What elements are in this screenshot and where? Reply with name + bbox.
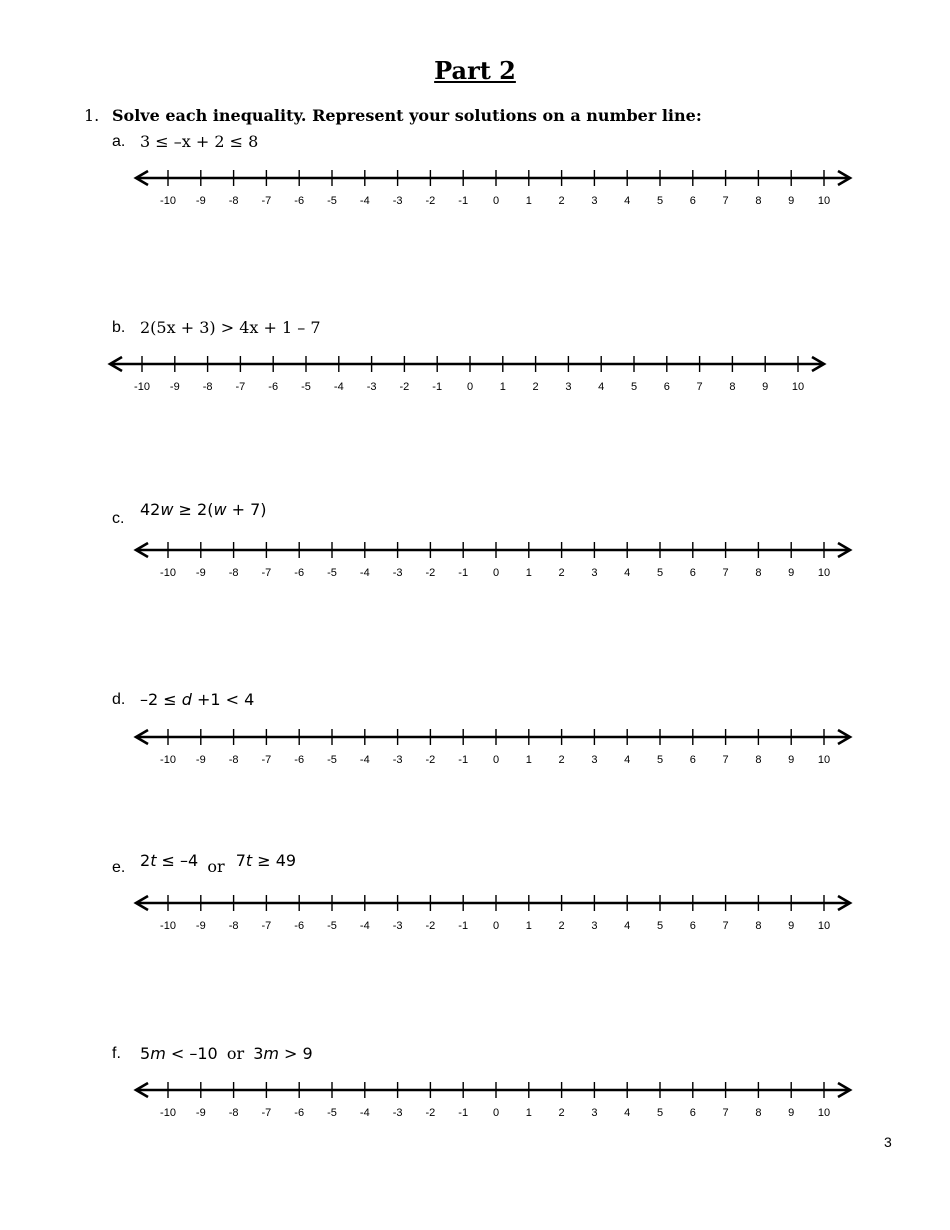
number-line-a-tick-label: 10 <box>817 195 831 207</box>
number-line-e-tick-label: 5 <box>656 920 664 932</box>
number-line-d-tick-label: -7 <box>261 754 272 766</box>
question-instructions: Solve each inequality. Represent your solutions on a number line: <box>112 106 702 125</box>
page-title: Part 2 <box>434 56 516 85</box>
number-line-b-tick-label: -9 <box>169 381 180 393</box>
number-line-d-tick-label: -3 <box>392 754 403 766</box>
number-line-d-tick-label: -6 <box>294 754 305 766</box>
number-line-d-tick-label: 1 <box>525 754 532 766</box>
number-line-d-tick-label: 7 <box>722 754 729 766</box>
number-line-e-tick-label: 3 <box>591 920 598 932</box>
problem-c-relation: ≥ 2( <box>173 500 214 519</box>
number-line-b-tick-label: 0 <box>466 381 474 393</box>
number-line-a-tick-label: -3 <box>392 195 403 207</box>
number-line-a-tick-label: 6 <box>689 195 696 207</box>
number-line-e-tick-label: -4 <box>359 920 370 932</box>
number-line-c-tick-label: 5 <box>656 567 664 579</box>
number-line-d-tick-label: -4 <box>359 754 370 766</box>
number-line-e-tick-label: -6 <box>294 920 305 932</box>
problem-b-label: b. <box>112 319 126 336</box>
number-line-f-tick-label: -3 <box>392 1107 403 1119</box>
page-number: 3 <box>884 1134 892 1150</box>
number-line-c-tick-label: -9 <box>195 567 206 579</box>
number-line-f-tick-label: -4 <box>359 1107 370 1119</box>
problem-e-or: or <box>207 857 225 876</box>
number-line-c[interactable] <box>130 536 870 582</box>
number-line-d-tick-label: -8 <box>228 754 239 766</box>
number-line-b-tick-label: 3 <box>565 381 572 393</box>
problem-f-or: or <box>226 1044 245 1063</box>
number-line-f-tick-label: 1 <box>525 1107 532 1119</box>
number-line-f-tick-label: 7 <box>722 1107 729 1119</box>
number-line-c-tick-label: 7 <box>722 567 729 579</box>
number-line-f[interactable] <box>130 1076 870 1122</box>
problem-d-right: +1 < 4 <box>191 690 255 709</box>
number-line-e-tick-label: 7 <box>722 920 729 932</box>
number-line-b-tick-label: 10 <box>791 381 805 393</box>
problem-f-coefficient-1: 5 <box>140 1044 151 1063</box>
number-line-e-tick-label: 6 <box>689 920 696 932</box>
number-line-f-tick-label: 10 <box>817 1107 831 1119</box>
problem-c-tail: + 7) <box>226 500 267 519</box>
number-line-e-tick-label: 10 <box>817 920 831 932</box>
problem-b-inequality <box>140 318 321 337</box>
problem-e-coefficient-2: 7 <box>235 851 246 870</box>
number-line-d[interactable] <box>130 723 870 769</box>
problem-e-relation-2: ≥ 49 <box>252 851 297 870</box>
number-line-d-tick-label: 8 <box>755 754 762 766</box>
number-line-a-tick-label: -5 <box>327 195 337 207</box>
number-line-f-tick-label: 3 <box>591 1107 598 1119</box>
number-line-c-tick-label: 4 <box>624 567 631 579</box>
number-line-c-tick-label: -2 <box>425 567 436 579</box>
number-line-d-tick-label: -5 <box>327 754 337 766</box>
number-line-f-tick-label: -10 <box>160 1107 176 1119</box>
number-line-a-tick-label: -10 <box>160 195 176 207</box>
number-line-d-tick-label: 10 <box>817 754 831 766</box>
number-line-c-tick-label: -8 <box>228 567 239 579</box>
number-line-b-tick-label: -4 <box>333 381 344 393</box>
problem-f-coefficient-2: 3 <box>253 1044 264 1063</box>
number-line-b-tick-label: 4 <box>598 381 605 393</box>
problem-c-variable-2: w <box>213 500 227 519</box>
number-line-b-tick-label: 2 <box>532 381 539 393</box>
number-line-a-tick-label: 5 <box>656 195 664 207</box>
number-line-a-tick-label: -9 <box>195 195 206 207</box>
number-line-b-tick-label: -6 <box>268 381 279 393</box>
number-line-d-tick-label: -2 <box>425 754 436 766</box>
number-line-e-tick-label: -9 <box>195 920 206 932</box>
number-line-a[interactable] <box>130 164 870 210</box>
number-line-f-tick-label: -7 <box>261 1107 272 1119</box>
problem-f-inequality <box>140 1044 313 1063</box>
number-line-d-tick-label: -10 <box>160 754 176 766</box>
number-line-b-tick-label: 8 <box>729 381 736 393</box>
problem-b-expression: 2(5x + 3) > 4x + 1 – 7 <box>140 318 321 337</box>
problem-f-variable-1: m <box>150 1044 166 1063</box>
number-line-c-tick-label: -5 <box>327 567 337 579</box>
number-line-a-tick-label: -4 <box>359 195 370 207</box>
number-line-b-tick-label: -5 <box>301 381 311 393</box>
number-line-f-tick-label: -6 <box>294 1107 305 1119</box>
number-line-b-tick-label: 7 <box>696 381 703 393</box>
number-line-c-tick-label: 2 <box>558 567 565 579</box>
number-line-b-tick-label: 1 <box>499 381 506 393</box>
number-line-e-tick-label: 8 <box>755 920 762 932</box>
number-line-f-tick-label: -5 <box>327 1107 337 1119</box>
number-line-e-tick-label: 0 <box>492 920 500 932</box>
number-line-d-tick-label: 9 <box>788 754 795 766</box>
number-line-a-tick-label: -2 <box>425 195 436 207</box>
problem-e-inequality <box>140 851 297 876</box>
problem-c-variable: w <box>160 500 174 519</box>
number-line-b-tick-label: -8 <box>202 381 213 393</box>
number-line-a-tick-label: -1 <box>458 195 469 207</box>
number-line-f-tick-label: 6 <box>689 1107 696 1119</box>
problem-d-left: –2 ≤ <box>140 690 182 709</box>
number-line-f-tick-label: 5 <box>656 1107 664 1119</box>
problem-f-variable-2: m <box>263 1044 279 1063</box>
number-line-f-tick-label: -9 <box>195 1107 206 1119</box>
number-line-d-tick-label: 4 <box>624 754 631 766</box>
number-line-d-tick-label: 3 <box>591 754 598 766</box>
number-line-f-tick-label: 2 <box>558 1107 565 1119</box>
number-line-f-tick-label: -8 <box>228 1107 239 1119</box>
problem-e-variable-1: t <box>150 851 157 870</box>
problem-e-variable-2: t <box>245 851 253 870</box>
number-line-b-tick-label: -10 <box>134 381 150 393</box>
problem-f-relation-2: > 9 <box>278 1044 313 1063</box>
number-line-d-tick-label: 5 <box>656 754 664 766</box>
problem-d-inequality <box>140 690 254 709</box>
number-line-e-tick-label: 2 <box>558 920 565 932</box>
problem-a-inequality <box>140 132 258 151</box>
number-line-a-tick-label: 4 <box>624 195 631 207</box>
number-line-a-tick-label: 0 <box>492 195 500 207</box>
number-line-f-tick-label: 8 <box>755 1107 762 1119</box>
number-line-f-tick-label: -2 <box>425 1107 436 1119</box>
number-line-d-tick-label: 2 <box>558 754 565 766</box>
number-line-c-tick-label: -10 <box>160 567 176 579</box>
problem-f-relation-1: < –10 <box>165 1044 218 1063</box>
number-line-a-tick-label: 9 <box>788 195 795 207</box>
number-line-f-tick-label: 4 <box>624 1107 631 1119</box>
problem-e-label: e. <box>112 859 126 876</box>
number-line-e-tick-label: 9 <box>788 920 795 932</box>
number-line-c-tick-label: -1 <box>458 567 469 579</box>
problem-c-label: c. <box>112 510 125 527</box>
number-line-b-tick-label: 9 <box>762 381 769 393</box>
number-line-f-tick-label: 9 <box>788 1107 795 1119</box>
number-line-c-tick-label: 6 <box>689 567 696 579</box>
problem-a-expression: 3 ≤ –x + 2 ≤ 8 <box>140 132 259 151</box>
number-line-c-tick-label: 3 <box>591 567 598 579</box>
problem-e-coefficient-1: 2 <box>140 851 151 870</box>
problem-d-variable: d <box>181 690 192 709</box>
number-line-d-tick-label: -9 <box>195 754 206 766</box>
number-line-b-tick-label: 6 <box>663 381 670 393</box>
number-line-b-tick-label: -3 <box>366 381 377 393</box>
number-line-a-tick-label: 8 <box>755 195 762 207</box>
number-line-a-tick-label: 1 <box>525 195 532 207</box>
number-line-c-tick-label: 9 <box>788 567 795 579</box>
number-line-b[interactable] <box>104 350 844 396</box>
number-line-e-tick-label: -7 <box>261 920 272 932</box>
number-line-d-tick-label: 6 <box>689 754 696 766</box>
problem-d-label: d. <box>112 691 126 708</box>
number-line-c-tick-label: -3 <box>392 567 403 579</box>
problem-e-relation-1: ≤ –4 <box>156 851 199 870</box>
number-line-c-tick-label: 10 <box>817 567 831 579</box>
problem-c-inequality <box>140 500 267 519</box>
number-line-a-tick-label: 3 <box>591 195 598 207</box>
number-line-e-tick-label: -10 <box>160 920 176 932</box>
number-line-c-tick-label: -4 <box>359 567 370 579</box>
number-line-e-tick-label: -1 <box>458 920 469 932</box>
number-line-e-tick-label: 4 <box>624 920 631 932</box>
number-line-f-tick-label: 0 <box>492 1107 500 1119</box>
number-line-a-tick-label: -6 <box>294 195 305 207</box>
number-line-e-tick-label: -8 <box>228 920 239 932</box>
number-line-b-tick-label: 5 <box>630 381 638 393</box>
number-line-b-tick-label: -1 <box>432 381 443 393</box>
number-line-c-tick-label: 1 <box>525 567 532 579</box>
question-number: 1. <box>84 106 100 125</box>
number-line-a-tick-label: -7 <box>261 195 272 207</box>
number-line-e-tick-label: -3 <box>392 920 403 932</box>
number-line-a-tick-label: -8 <box>228 195 239 207</box>
number-line-e[interactable] <box>130 889 870 935</box>
problem-f-label: f. <box>112 1045 121 1062</box>
problem-a-label: a. <box>112 133 126 150</box>
number-line-e-tick-label: -5 <box>327 920 337 932</box>
number-line-d-tick-label: 0 <box>492 754 500 766</box>
number-line-a-tick-label: 7 <box>722 195 729 207</box>
problem-c-coefficient: 42 <box>140 500 161 519</box>
number-line-b-tick-label: -2 <box>399 381 410 393</box>
number-line-c-tick-label: -7 <box>261 567 272 579</box>
number-line-f-tick-label: -1 <box>458 1107 469 1119</box>
number-line-e-tick-label: 1 <box>525 920 532 932</box>
number-line-c-tick-label: 0 <box>492 567 500 579</box>
number-line-c-tick-label: -6 <box>294 567 305 579</box>
number-line-e-tick-label: -2 <box>425 920 436 932</box>
number-line-c-tick-label: 8 <box>755 567 762 579</box>
number-line-b-tick-label: -7 <box>235 381 246 393</box>
number-line-a-tick-label: 2 <box>558 195 565 207</box>
number-line-d-tick-label: -1 <box>458 754 469 766</box>
